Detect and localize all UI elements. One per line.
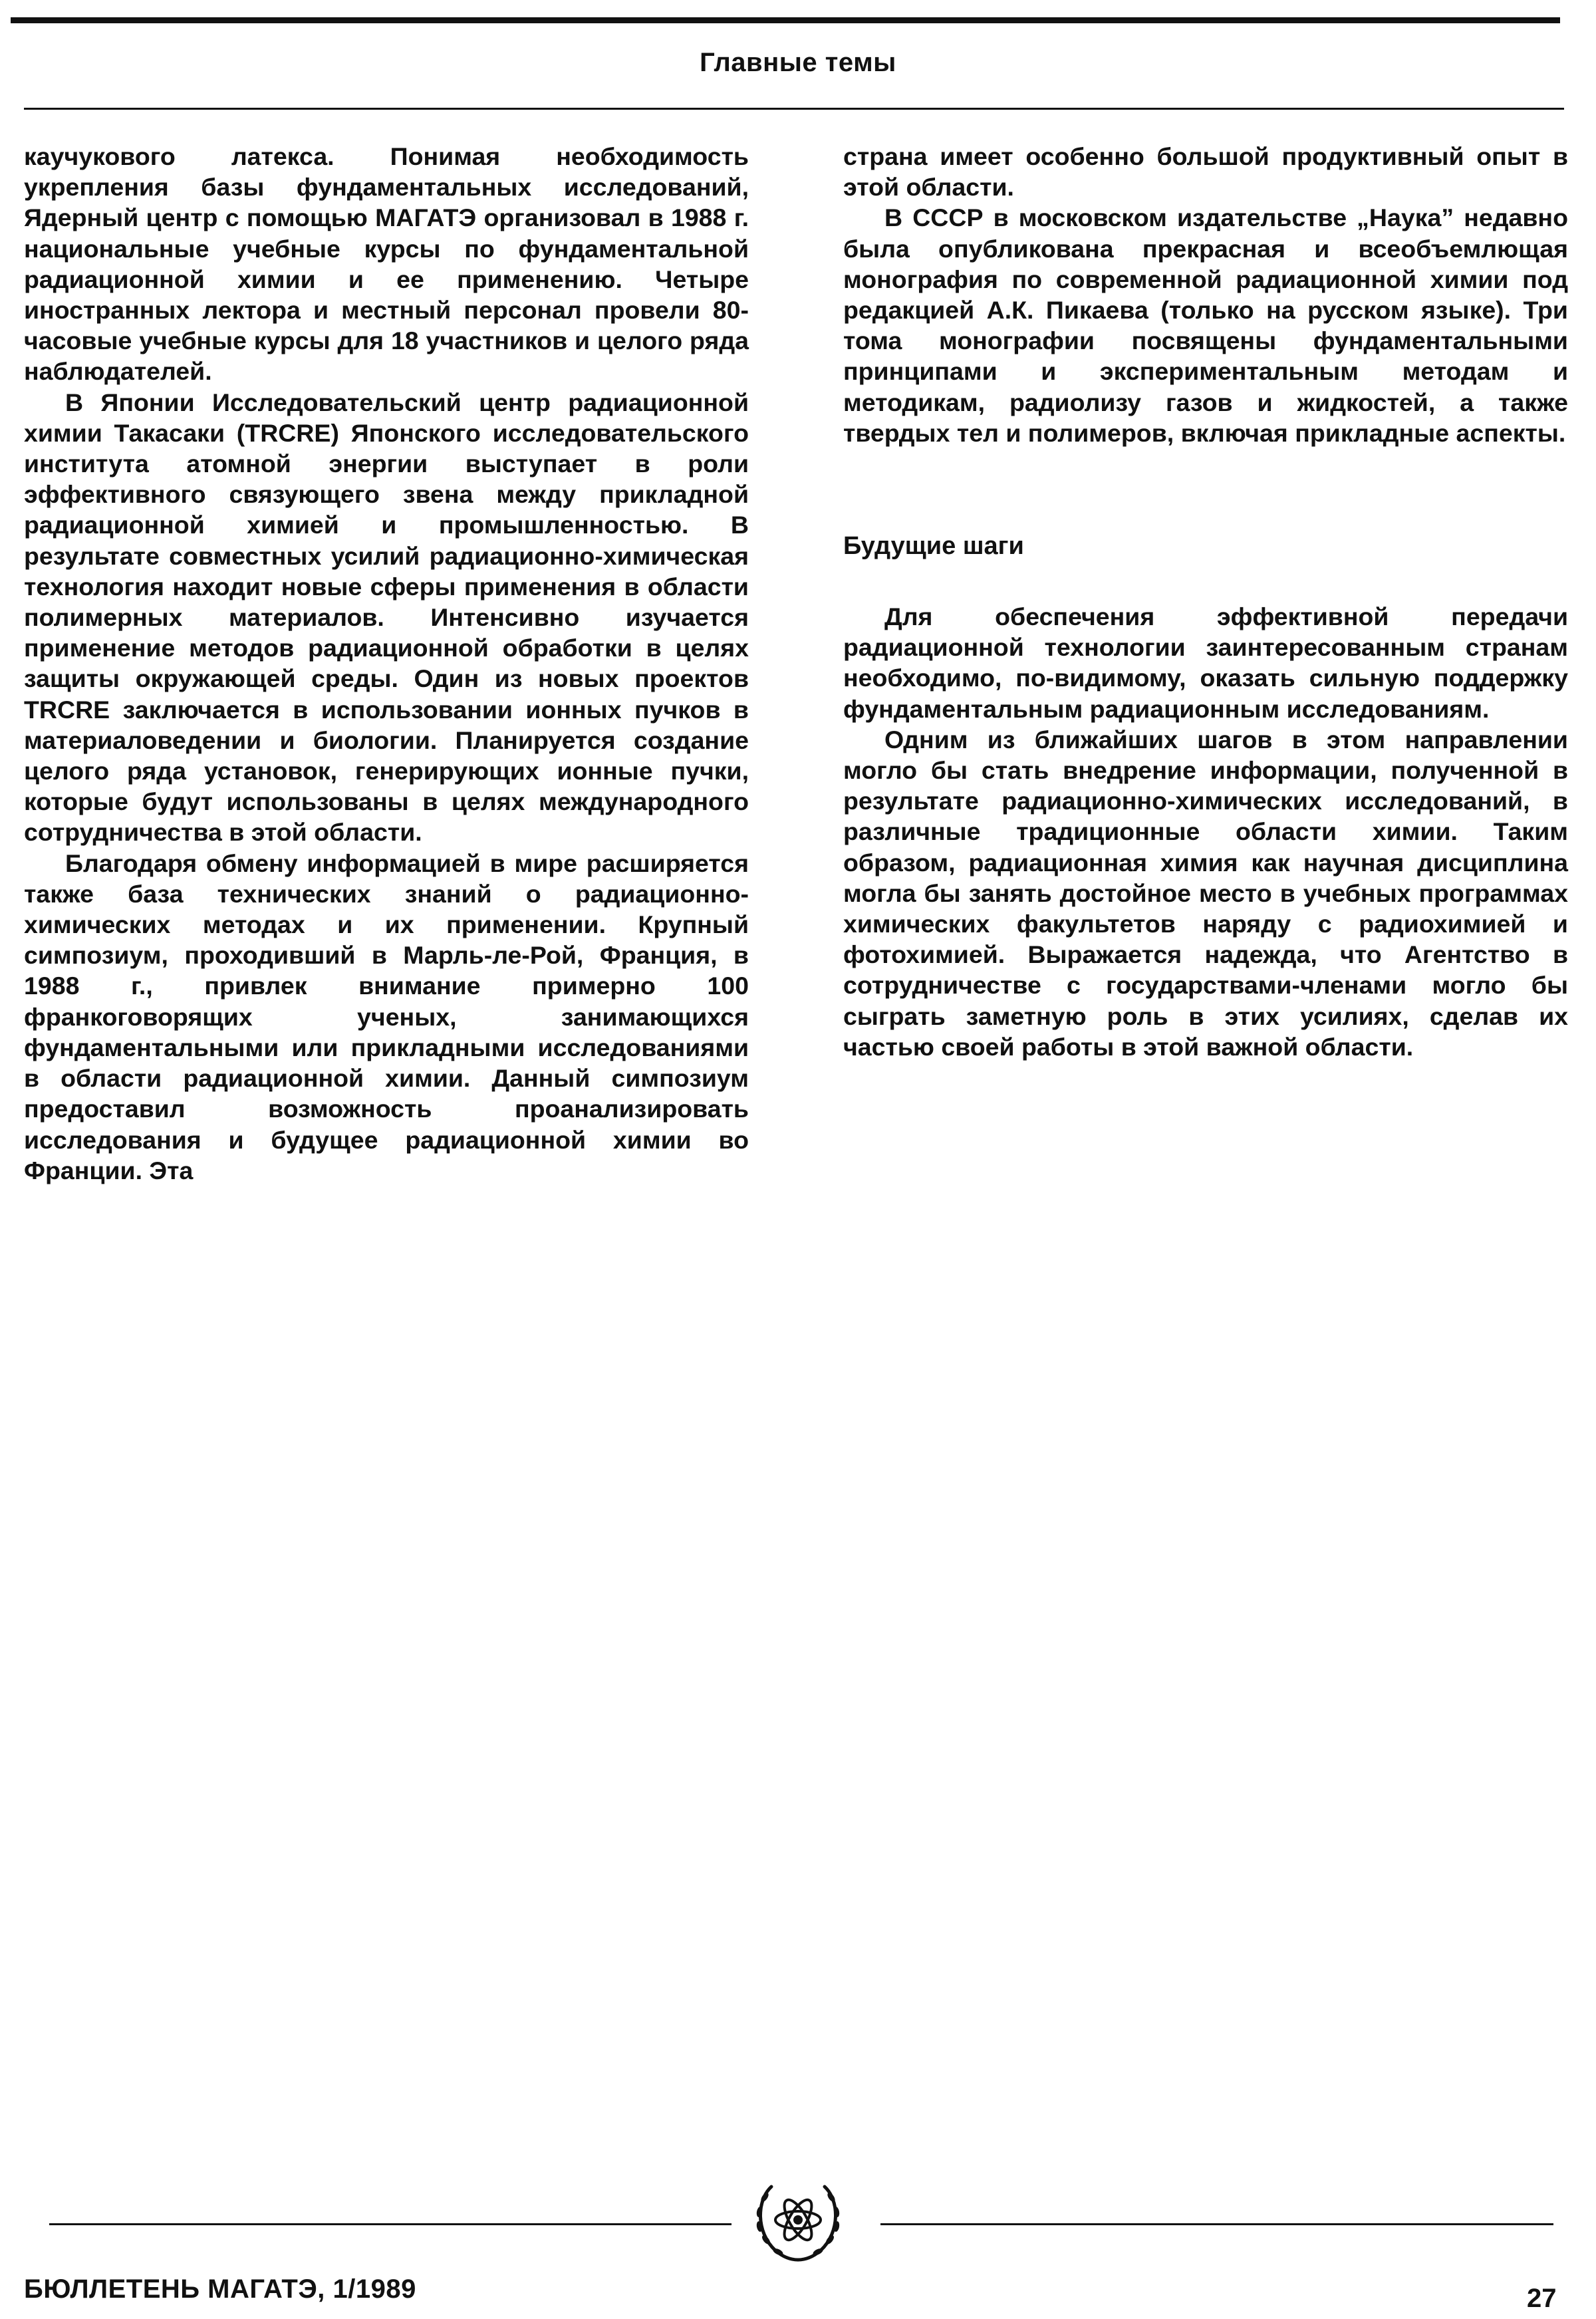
footer-journal-title: БЮЛЛЕТЕНЬ МАГАТЭ, 1/1989 bbox=[24, 2274, 416, 2304]
iaea-emblem-icon bbox=[745, 2173, 851, 2266]
header-rule bbox=[24, 108, 1564, 110]
page-number: 27 bbox=[1527, 2284, 1557, 2313]
paragraph: В Японии Исследовательский центр радиационной химии Такасаки (TRCRE) Японского исследовательского института атомной энергии выступает в роли эффективного связующего звена между прикладной радиационной химией и промышленностью. В результате совместных усилий радиационно-химическая технология находит новые сферы применения в области полимерных материалов. Интенсивно изучается применение методов радиационной обработки в целях защиты окружающей среды. Один из новых проектов TRCRE заключается в использовании ионных пучков в материаловедении и биологии. Планируется создание целого ряда установок, генерирующих ионные пучки, которые будут использованы в целях международного сотрудничества в этой области. bbox=[24, 388, 749, 847]
paragraph: каучукового латекса. Понимая необходимость укрепления базы фундаментальных исследований, Ядерный центр с помощью МАГАТЭ организовал в 1988 г. национальные учебные курсы по фундаментальной радиационной химии и ее применению. Четыре иностранных лектора и местный персонал провели 80-часовые учебные курсы для 18 участников и целого ряда наблюдателей. bbox=[24, 142, 749, 386]
footer-rule-left bbox=[49, 2223, 732, 2225]
paragraph: Для обеспечения эффективной передачи радиационной технологии заинтересованным странам необходимо, по-видимому, оказать сильную поддержку фундаментальным радиационным исследованиям. bbox=[843, 603, 1568, 723]
paragraph: страна имеет особенно большой продуктивный опыт в этой области. bbox=[843, 142, 1568, 202]
running-head: Главные темы bbox=[700, 48, 896, 77]
paragraph: Благодаря обмену информацией в мире расширяется также база технических знаний о радиационно-химических методах и их применении. Крупный симпозиум, проходивший в Марль-ле-Рой, Франция, в 1988 г., привлек внимание примерно 100 франкоговорящих ученых, занимающихся фундаментальными или прикладными исследованиями в области радиационной химии. Данный симпозиум предоставил возможность проанализировать исследования и будущее радиационной химии во Франции. Эта bbox=[24, 849, 749, 1184]
footer-rule-right bbox=[880, 2223, 1553, 2225]
left-column bbox=[24, 141, 749, 1186]
paragraph: В СССР в московском издательстве „Наука” недавно была опубликована прекрасная и всеобъемлющая монография по современной радиационной химии под редакцией А.К. Пикаева (только на русском языке). Три тома монографии посвящены фундаментальными принципами и экспериментальным методам и методикам, радиолизу газов и жидкостей, а также твердых тел и полимеров, включая прикладные аспекты. bbox=[843, 204, 1568, 447]
top-rule bbox=[11, 17, 1560, 23]
paragraph: Одним из ближайших шагов в этом направлении могло бы стать внедрение информации, полученной в результате радиационно-химических исследований, в различные традиционные области химии. Таким образом, радиационная химия как научная дисциплина могла бы занять достойное место в учебных программах химических факультетов наряду с радиохимией и фотохимией. Выражается надежда, что Агентство в сотрудничестве с государствами-членами могло бы сыграть заметную роль в этих усилиях, сделав их частью своей работы в этой важной области. bbox=[843, 725, 1568, 1061]
right-column bbox=[843, 141, 1568, 1062]
section-heading: Будущие шаги bbox=[843, 532, 1024, 561]
